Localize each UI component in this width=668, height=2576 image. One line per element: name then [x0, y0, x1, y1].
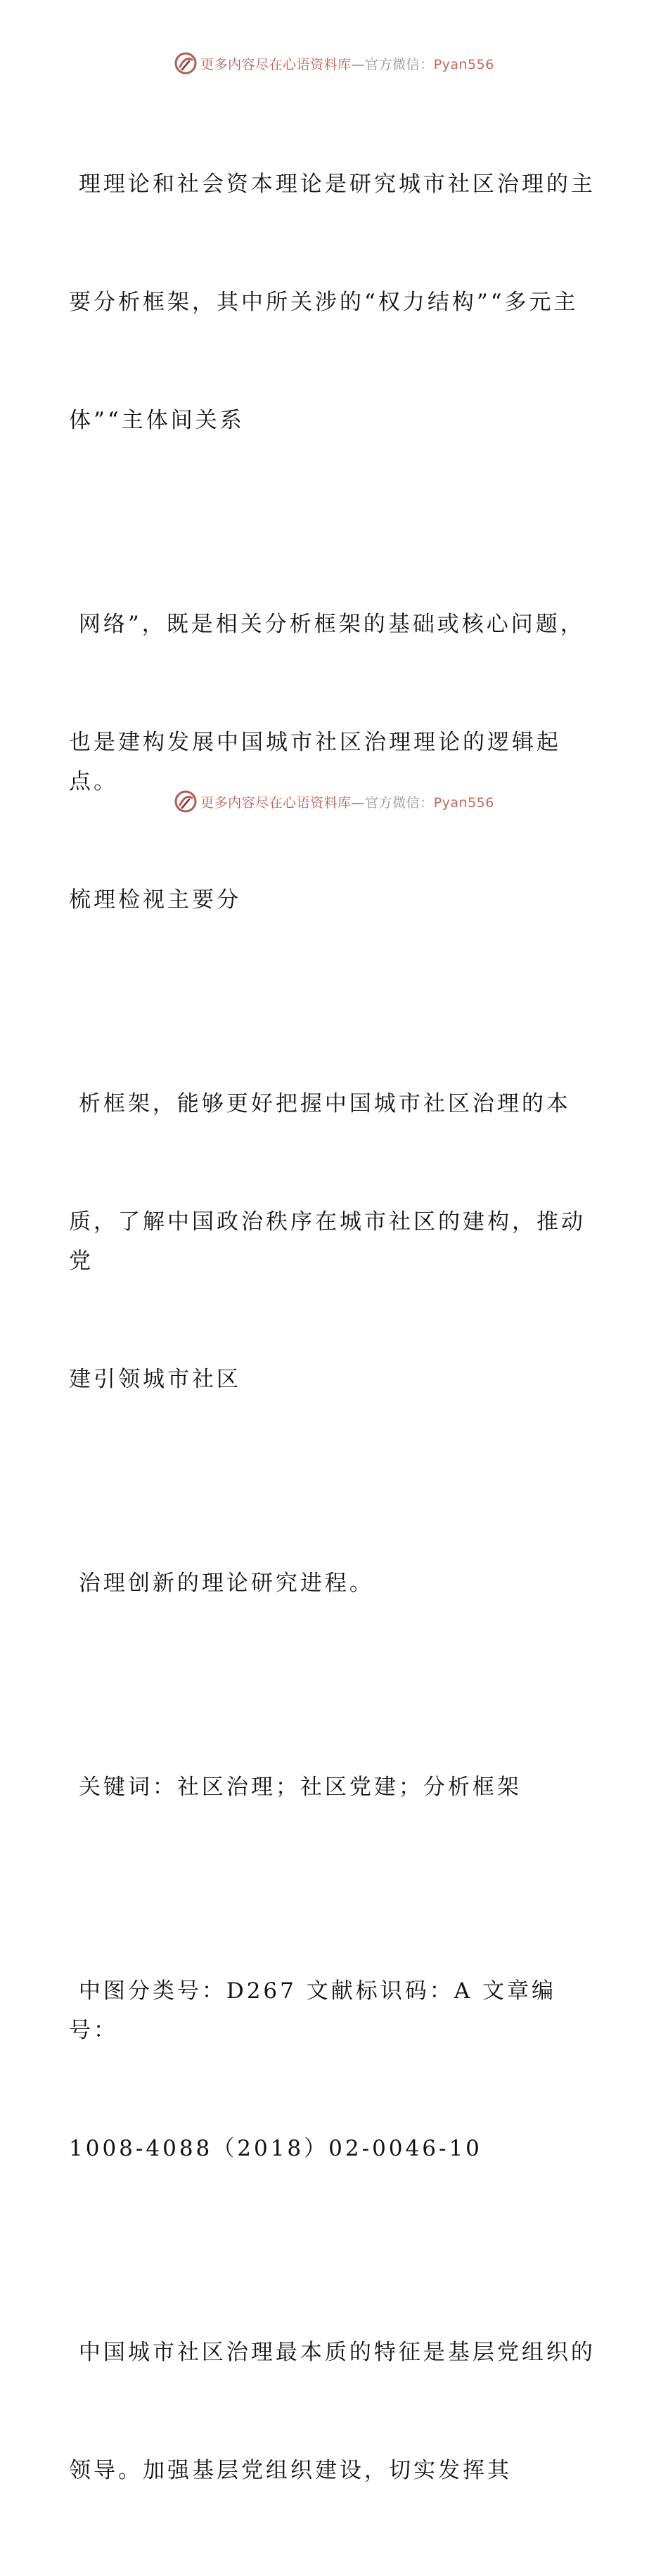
- red-seal-logo-icon: [174, 51, 198, 75]
- header-banner-text: [200, 54, 494, 73]
- text-line: 建引领城市社区: [69, 1367, 241, 1392]
- classification-info: [69, 1893, 603, 2247]
- text-line: 也是建构发展中国城市社区治理理论的逻辑起点。: [69, 730, 561, 794]
- text-line: 体”“主体间关系: [69, 408, 245, 433]
- banner-main-text: 更多内容尽在心语资料库: [200, 56, 352, 72]
- text-line: 梳理检视主要分: [69, 887, 241, 913]
- text-line: 要分析框架，其中所关涉的“权力结构”“多元主: [69, 290, 579, 315]
- text-line: 治理创新的理论研究进程。: [69, 1571, 374, 1596]
- banner-official-wechat-label: 官方微信：: [365, 56, 434, 72]
- paragraph-3: [69, 1005, 603, 1478]
- paragraph-4: [69, 1485, 603, 1682]
- text-line: 析框架，能够更好把握中国城市社区治理的本: [69, 1091, 571, 1116]
- header-banner: [0, 49, 668, 77]
- footer-banner: [0, 787, 668, 816]
- banner-dash: —: [351, 56, 366, 72]
- paragraph-2: [69, 526, 603, 998]
- text-line: 网络”，既是相关分析框架的基础或核心问题，: [69, 612, 585, 637]
- banner-main-text: 更多内容尽在心语资料库: [200, 794, 352, 811]
- paragraph-7: [69, 2254, 603, 2569]
- footer-banner-text: [200, 792, 494, 811]
- article-number-line: 1008-4088（2018）02-0046-10: [69, 2136, 482, 2161]
- text-line: 领导。加强基层党组织建设，切实发挥其: [69, 2458, 512, 2483]
- red-seal-logo-icon: [174, 790, 198, 813]
- document-body: [69, 86, 603, 2576]
- banner-wechat-id: Pyan556: [433, 794, 494, 811]
- paragraph-1: [69, 86, 603, 519]
- banner-dash: —: [351, 794, 366, 811]
- banner-wechat-id: Pyan556: [433, 56, 494, 72]
- keywords-line: [69, 1689, 603, 1886]
- text-line: 中国城市社区治理最本质的特征是基层党组织的: [69, 2340, 596, 2365]
- text-line: 关键词：社区治理；社区党建；分析框架: [69, 1775, 522, 1800]
- text-line: 质，了解中国政治秩序在城市社区的建构，推动党: [69, 1209, 586, 1274]
- text-line: 中图分类号：D267 文献标识码：A 文章编号：: [69, 1978, 556, 2043]
- text-line: 理理论和社会资本理论是研究城市社区治理的主: [69, 172, 596, 197]
- banner-official-wechat-label: 官方微信：: [365, 794, 434, 811]
